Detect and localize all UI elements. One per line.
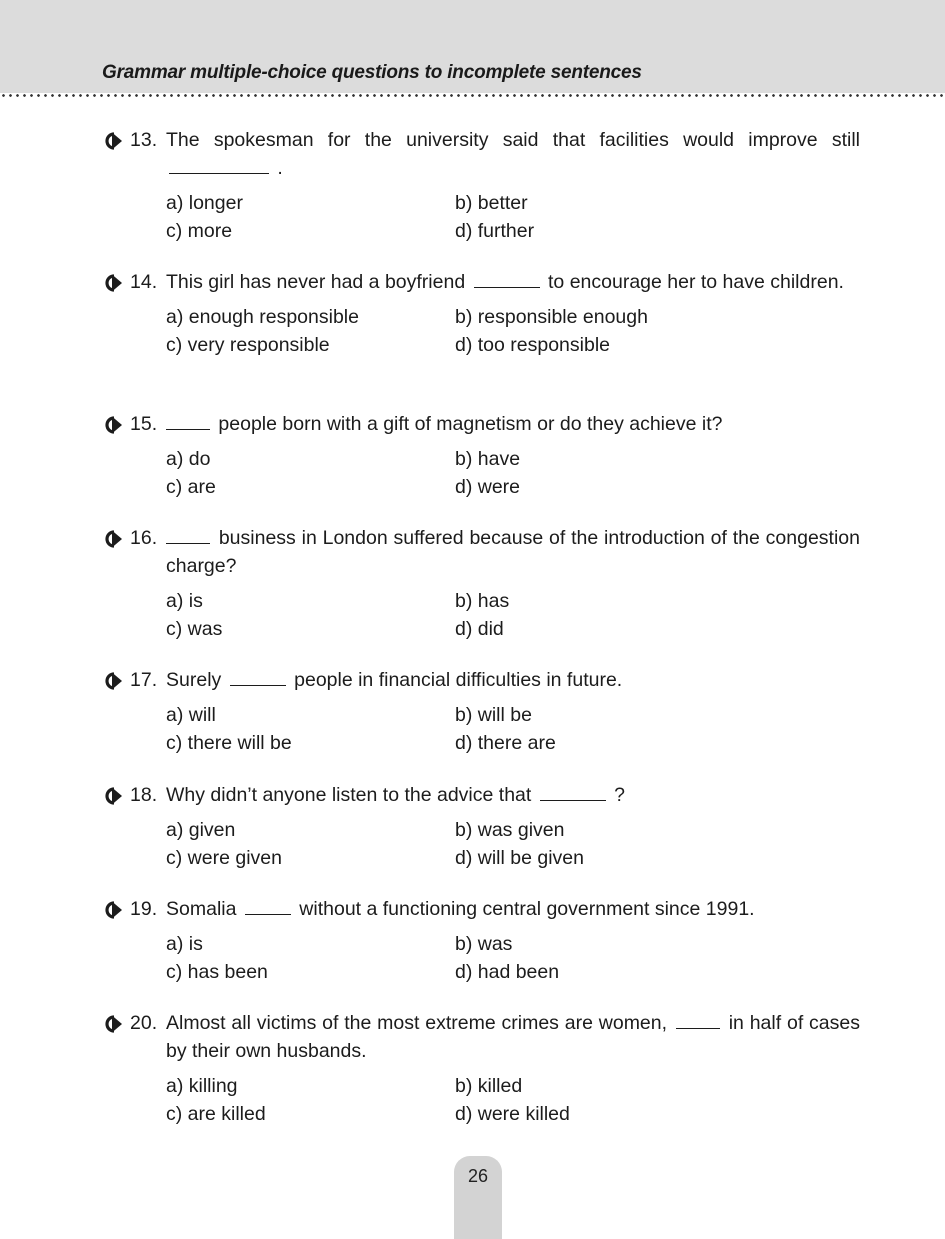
arrow-bullet-icon xyxy=(102,529,124,549)
page-number-tab xyxy=(454,1156,502,1239)
arrow-bullet-icon xyxy=(102,131,124,151)
option-c[interactable]: c) was xyxy=(166,618,223,640)
question-number: 14. xyxy=(130,271,158,293)
question-13 xyxy=(100,126,860,245)
arrow-bullet-icon xyxy=(102,415,124,435)
option-a[interactable]: a) will xyxy=(166,704,216,726)
question-18 xyxy=(100,781,860,872)
question-text: business in London suffered because of the introduction of the congestion charge? xyxy=(166,527,860,577)
option-a[interactable]: a) is xyxy=(166,933,203,955)
question-text: The spokesman for the university said that facilities would improve still . xyxy=(166,129,860,179)
section-title: Grammar multiple-choice questions to incomplete sentences xyxy=(102,62,642,83)
arrow-bullet-icon xyxy=(102,671,124,691)
answer-blank xyxy=(245,896,291,915)
option-c[interactable]: c) very responsible xyxy=(166,334,330,356)
option-b[interactable]: b) will be xyxy=(455,704,532,726)
option-b[interactable]: b) was xyxy=(455,933,513,955)
question-number: 19. xyxy=(130,898,158,920)
option-d[interactable]: d) had been xyxy=(455,961,560,983)
arrow-bullet-icon xyxy=(102,786,124,806)
question-number: 13. xyxy=(130,129,158,151)
option-c[interactable]: c) there will be xyxy=(166,732,292,754)
answer-blank xyxy=(474,269,540,288)
option-c[interactable]: c) more xyxy=(166,220,233,242)
option-d[interactable]: d) will be given xyxy=(455,847,584,869)
answer-options xyxy=(100,1072,860,1128)
question-number: 20. xyxy=(130,1012,158,1034)
answer-blank xyxy=(166,411,210,430)
option-d[interactable]: d) further xyxy=(455,220,535,242)
option-b[interactable]: b) killed xyxy=(455,1075,523,1097)
arrow-bullet-icon xyxy=(102,273,124,293)
answer-options xyxy=(100,189,860,245)
answer-options xyxy=(100,816,860,872)
arrow-bullet-icon xyxy=(102,1014,124,1034)
question-number: 16. xyxy=(130,527,158,549)
answer-blank xyxy=(166,525,210,544)
option-c[interactable]: c) has been xyxy=(166,961,268,983)
question-number: 15. xyxy=(130,413,158,435)
answer-options xyxy=(100,445,860,501)
option-c[interactable]: c) are killed xyxy=(166,1103,266,1125)
option-a[interactable]: a) longer xyxy=(166,192,243,214)
option-b[interactable]: b) better xyxy=(455,192,528,214)
question-20 xyxy=(100,1009,860,1128)
option-d[interactable]: d) were killed xyxy=(455,1103,570,1125)
option-d[interactable]: d) did xyxy=(455,618,504,640)
arrow-bullet-icon xyxy=(102,900,124,920)
answer-blank xyxy=(676,1010,720,1029)
question-text: Why didn’t anyone listen to the advice that ? xyxy=(166,784,626,806)
option-b[interactable]: b) have xyxy=(455,448,521,470)
option-a[interactable]: a) killing xyxy=(166,1075,238,1097)
question-text: Surely people in financial difficulties in future. xyxy=(166,669,623,691)
answer-options xyxy=(100,930,860,986)
answer-blank xyxy=(169,155,269,174)
option-c[interactable]: c) were given xyxy=(166,847,282,869)
option-d[interactable]: d) too responsible xyxy=(455,334,611,356)
option-c[interactable]: c) are xyxy=(166,476,216,498)
option-a[interactable]: a) given xyxy=(166,819,236,841)
question-text: This girl has never had a boyfriend to encourage her to have children. xyxy=(166,271,844,293)
question-19 xyxy=(100,895,860,986)
dotted-divider xyxy=(0,93,945,98)
option-b[interactable]: b) has xyxy=(455,590,510,612)
question-17 xyxy=(100,666,860,757)
answer-options xyxy=(100,701,860,757)
question-number: 17. xyxy=(130,669,158,691)
option-d[interactable]: d) there are xyxy=(455,732,556,754)
question-text: Somalia without a functioning central government since 1991. xyxy=(166,898,755,920)
option-d[interactable]: d) were xyxy=(455,476,521,498)
question-number: 18. xyxy=(130,784,158,806)
answer-blank xyxy=(540,782,606,801)
question-14 xyxy=(100,268,860,359)
option-b[interactable]: b) responsible enough xyxy=(455,306,648,328)
question-16 xyxy=(100,524,860,643)
option-a[interactable]: a) is xyxy=(166,590,203,612)
option-b[interactable]: b) was given xyxy=(455,819,565,841)
question-15 xyxy=(100,410,860,501)
option-a[interactable]: a) do xyxy=(166,448,211,470)
question-text: people born with a gift of magnetism or do they achieve it? xyxy=(166,410,860,438)
option-a[interactable]: a) enough responsible xyxy=(166,306,359,328)
question-text: Almost all victims of the most extreme crimes are women, in half of cases by their own husbands. xyxy=(166,1012,860,1062)
page-number: 26 xyxy=(467,1166,489,1186)
answer-options xyxy=(100,587,860,643)
answer-blank xyxy=(230,667,286,686)
answer-options xyxy=(100,303,860,359)
